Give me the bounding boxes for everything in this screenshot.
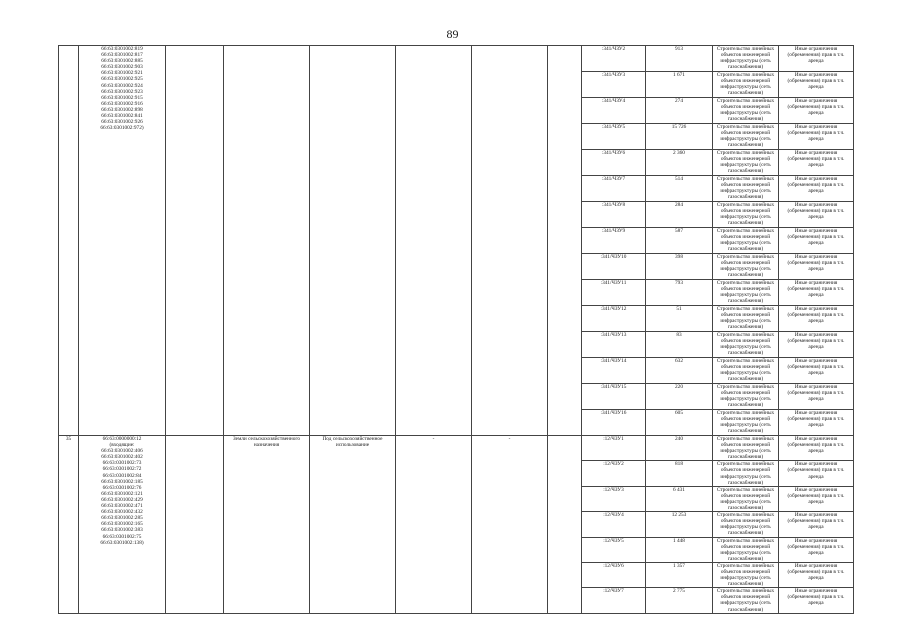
area-cell: 274 [646,98,713,124]
cadastral-numbers-cell: 66:63:0000000:12 (входящие: 66:63:0301002:406 66:63:0301002:402 66:63:0301002:73 66:63:0301002:72 66:63:0301002:84 66:63:0301002:185 66:63:0301002:76 66:63:0301002:121 66:63:0301002:429 66:63:0301002:471 66:63:0301002:432 66:63:0301002:285 66:63:0301002:165 66:63:0301002:383 66:63:0301002:75 66:63:0301002:138) [79,436,166,614]
encumbrance-cell: Иные ограничения (обременения) прав в т.ч. аренда [779,254,854,280]
part-lot-cell: :12/ЧЗУ5 [582,537,646,562]
encumbrance-cell: Иные ограничения (обременения) прав в т.ч. аренда [779,202,854,228]
dash-cell: - [396,436,472,614]
area-cell: 12 253 [646,512,713,537]
use-purpose-cell: Строительство линейных объектов инженерной инфраструктуры (сеть газоснабжения) [713,280,779,306]
use-purpose-cell: Строительство линейных объектов инженерной инфраструктуры (сеть газоснабжения) [713,436,779,461]
use-purpose-cell: Строительство линейных объектов инженерной инфраструктуры (сеть газоснабжения) [713,124,779,150]
area-cell: 587 [646,228,713,254]
area-cell: 1 671 [646,72,713,98]
part-lot-cell: :12/ЧЗУ6 [582,562,646,587]
land-category-cell [224,46,310,436]
row-number-cell [59,46,79,436]
part-lot-cell: :341/ЧЗУ2 [582,46,646,72]
use-purpose-cell: Строительство линейных объектов инженерной инфраструктуры (сеть газоснабжения) [713,461,779,486]
use-purpose-cell: Строительство линейных объектов инженерной инфраструктуры (сеть газоснабжения) [713,537,779,562]
part-lot-cell: :341/ЧЗУ9 [582,228,646,254]
use-purpose-cell: Строительство линейных объектов инженерной инфраструктуры (сеть газоснабжения) [713,46,779,72]
table-row [59,46,854,72]
encumbrance-cell: Иные ограничения (обременения) прав в т.ч. аренда [779,384,854,410]
permitted-use-cell: Под сельскохозяйственное использование [310,436,396,614]
empty-cell [166,46,224,436]
table-body [59,46,854,614]
area-cell: 793 [646,280,713,306]
encumbrance-cell: Иные ограничения (обременения) прав в т.ч. аренда [779,124,854,150]
area-cell: 2 775 [646,588,713,613]
empty-cell [166,436,224,614]
use-purpose-cell: Строительство линейных объектов инженерной инфраструктуры (сеть газоснабжения) [713,306,779,332]
part-lot-cell: :341/ЧЗУ14 [582,358,646,384]
encumbrance-cell: Иные ограничения (обременения) прав в т.ч. аренда [779,410,854,436]
part-lot-cell: :341/ЧЗУ6 [582,150,646,176]
land-plot-table [58,45,854,614]
use-purpose-cell: Строительство линейных объектов инженерной инфраструктуры (сеть газоснабжения) [713,486,779,511]
part-lot-cell: :12/ЧЗУ1 [582,436,646,461]
use-purpose-cell: Строительство линейных объектов инженерной инфраструктуры (сеть газоснабжения) [713,228,779,254]
use-purpose-cell: Строительство линейных объектов инженерной инфраструктуры (сеть газоснабжения) [713,562,779,587]
permitted-use-cell [310,46,396,436]
encumbrance-cell: Иные ограничения (обременения) прав в т.ч. аренда [779,562,854,587]
use-purpose-cell: Строительство линейных объектов инженерной инфраструктуры (сеть газоснабжения) [713,410,779,436]
use-purpose-cell: Строительство линейных объектов инженерной инфраструктуры (сеть газоснабжения) [713,512,779,537]
part-lot-cell: :341/ЧЗУ15 [582,384,646,410]
use-purpose-cell: Строительство линейных объектов инженерной инфраструктуры (сеть газоснабжения) [713,332,779,358]
page-number: 89 [446,27,459,41]
area-cell: 1 357 [646,562,713,587]
empty-cell [548,46,582,436]
part-lot-cell: :341/ЧЗУ7 [582,176,646,202]
area-cell: 240 [646,436,713,461]
table-row [59,436,854,461]
use-purpose-cell: Строительство линейных объектов инженерной инфраструктуры (сеть газоснабжения) [713,358,779,384]
area-cell: 284 [646,202,713,228]
part-lot-cell: :341/ЧЗУ11 [582,280,646,306]
part-lot-cell: :12/ЧЗУ2 [582,461,646,486]
encumbrance-cell: Иные ограничения (обременения) прав в т.ч. аренда [779,358,854,384]
encumbrance-cell: Иные ограничения (обременения) прав в т.ч. аренда [779,588,854,613]
part-lot-cell: :341/ЧЗУ10 [582,254,646,280]
use-purpose-cell: Строительство линейных объектов инженерной инфраструктуры (сеть газоснабжения) [713,384,779,410]
encumbrance-cell: Иные ограничения (обременения) прав в т.ч. аренда [779,72,854,98]
encumbrance-cell: Иные ограничения (обременения) прав в т.ч. аренда [779,461,854,486]
area-cell: 220 [646,384,713,410]
part-lot-cell: :12/ЧЗУ7 [582,588,646,613]
area-cell: 1 448 [646,537,713,562]
area-cell: 913 [646,46,713,72]
use-purpose-cell: Строительство линейных объектов инженерной инфраструктуры (сеть газоснабжения) [713,72,779,98]
area-cell: 398 [646,254,713,280]
part-lot-cell: :341/ЧЗУ8 [582,202,646,228]
dash-cell: - [472,436,548,614]
area-cell: 6 431 [646,486,713,511]
encumbrance-cell: Иные ограничения (обременения) прав в т.ч. аренда [779,512,854,537]
empty-cell [548,436,582,614]
use-purpose-cell: Строительство линейных объектов инженерной инфраструктуры (сеть газоснабжения) [713,176,779,202]
area-cell: 514 [646,176,713,202]
part-lot-cell: :341/ЧЗУ5 [582,124,646,150]
part-lot-cell: :341/ЧЗУ16 [582,410,646,436]
encumbrance-cell: Иные ограничения (обременения) прав в т.ч. аренда [779,228,854,254]
row-number-cell: 35 [59,436,79,614]
encumbrance-cell: Иные ограничения (обременения) прав в т.ч. аренда [779,537,854,562]
part-lot-cell: :341/ЧЗУ4 [582,98,646,124]
encumbrance-cell: Иные ограничения (обременения) прав в т.ч. аренда [779,98,854,124]
use-purpose-cell: Строительство линейных объектов инженерной инфраструктуры (сеть газоснабжения) [713,588,779,613]
area-cell: 51 [646,306,713,332]
part-lot-cell: :12/ЧЗУ3 [582,486,646,511]
part-lot-cell: :341/ЧЗУ12 [582,306,646,332]
encumbrance-cell: Иные ограничения (обременения) прав в т.ч. аренда [779,150,854,176]
encumbrance-cell: Иные ограничения (обременения) прав в т.ч. аренда [779,306,854,332]
part-lot-cell: :12/ЧЗУ4 [582,512,646,537]
encumbrance-cell: Иные ограничения (обременения) прав в т.ч. аренда [779,486,854,511]
use-purpose-cell: Строительство линейных объектов инженерной инфраструктуры (сеть газоснабжения) [713,254,779,280]
encumbrance-cell: Иные ограничения (обременения) прав в т.ч. аренда [779,436,854,461]
area-cell: 83 [646,332,713,358]
use-purpose-cell: Строительство линейных объектов инженерной инфраструктуры (сеть газоснабжения) [713,202,779,228]
encumbrance-cell: Иные ограничения (обременения) прав в т.ч. аренда [779,46,854,72]
area-cell: 15 726 [646,124,713,150]
area-cell: 818 [646,461,713,486]
land-category-cell: Земли сельскохозяйственного назначения [224,436,310,614]
part-lot-cell: :341/ЧЗУ3 [582,72,646,98]
encumbrance-cell: Иные ограничения (обременения) прав в т.ч. аренда [779,176,854,202]
use-purpose-cell: Строительство линейных объектов инженерной инфраструктуры (сеть газоснабжения) [713,98,779,124]
area-cell: 632 [646,358,713,384]
encumbrance-cell: Иные ограничения (обременения) прав в т.ч. аренда [779,280,854,306]
part-lot-cell: :341/ЧЗУ13 [582,332,646,358]
area-cell: 2 360 [646,150,713,176]
dash-cell [396,46,472,436]
area-cell: 605 [646,410,713,436]
cadastral-numbers-cell: 66:63:0301002:819 66:63:0301002:817 66:63:0301002:885 66:63:0301002:903 66:63:0301002:921 66:63:0301002:925 66:63:0301002:924 66:63:0301002:923 66:63:0301002:915 66:63:0301002:916 66:63:0301002:898 66:63:0301002:841 66:63:0301002:926 66:63:0301002:972) [79,46,166,436]
use-purpose-cell: Строительство линейных объектов инженерной инфраструктуры (сеть газоснабжения) [713,150,779,176]
encumbrance-cell: Иные ограничения (обременения) прав в т.ч. аренда [779,332,854,358]
dash-cell [472,46,548,436]
